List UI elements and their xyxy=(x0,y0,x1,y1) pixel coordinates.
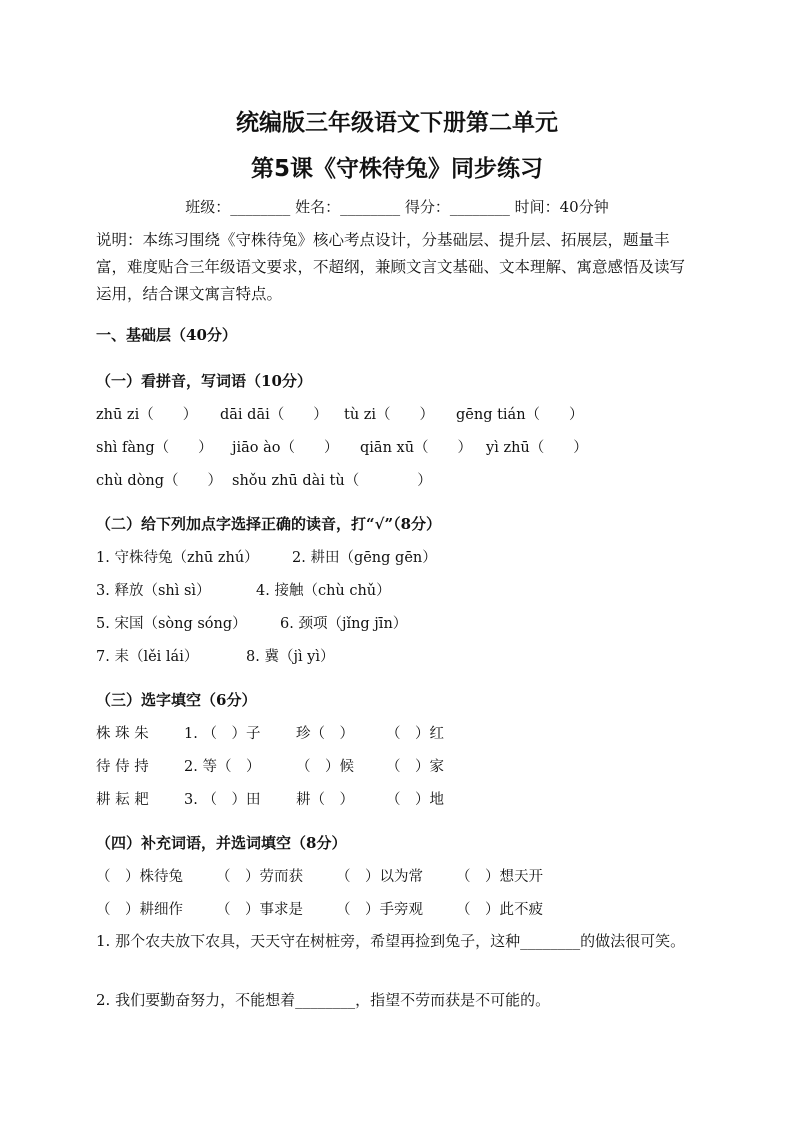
choice-characters: 株 珠 朱 xyxy=(96,726,149,742)
idiom-item: （ ）耕细作 xyxy=(96,902,183,918)
section-heading-basic: 一、基础层（40分） xyxy=(96,326,237,344)
part2-heading: （二）给下列加点字选择正确的读音，打“√”（8分） xyxy=(96,515,442,533)
idiom-item: （ ）手旁观 xyxy=(336,902,423,918)
info-line: 班级：________ 姓名：________ 得分：________ 时间：40分钟 xyxy=(185,198,609,216)
choice-characters: 耕 耘 耙 xyxy=(96,792,149,808)
idiom-item: （ ）想天开 xyxy=(456,869,543,885)
choice-blank: 3. （ ）田 xyxy=(184,792,261,808)
choice-blank: （ ）地 xyxy=(386,792,444,808)
pinyin-item: zhū zi（ ） xyxy=(96,407,198,423)
reading-item: 1. 守株待兔（zhū zhú） xyxy=(96,550,259,566)
choice-blank: 2. 等（ ） xyxy=(184,759,261,775)
idiom-item: （ ）以为常 xyxy=(336,869,423,885)
reading-item: 6. 颈项（jǐng jīn） xyxy=(280,616,408,632)
reading-item: 7. 耒（lěi lái） xyxy=(96,649,199,665)
choice-blank: 耕（ ） xyxy=(296,792,354,808)
choice-blank: 珍（ ） xyxy=(296,726,354,742)
reading-item: 2. 耕田（gēng gēn） xyxy=(292,550,437,566)
pinyin-item: chù dòng（ ） xyxy=(96,473,223,489)
choice-blank: （ ）家 xyxy=(386,759,444,775)
pinyin-item: shì fàng（ ） xyxy=(96,440,213,456)
intro-paragraph: 说明：本练习围绕《守株待兔》核心考点设计，分基础层、提升层、拓展层，题量丰富，难度贴合三年级语文要求，不超纲，兼顾文言文基础、文本理解、寓意感悟及读写运用，结合课文寓言特点。 xyxy=(96,231,686,303)
fill-question-1: 1. 那个农夫放下农具，天天守在树桩旁，希望再捡到兔子，这种________的做法很可笑。 xyxy=(96,932,686,950)
pinyin-item: shǒu zhū dài tù（ ） xyxy=(232,473,432,489)
choice-blank: （ ）候 xyxy=(296,759,354,775)
choice-blank: 1. （ ）子 xyxy=(184,726,261,742)
idiom-item: （ ）事求是 xyxy=(216,902,303,918)
pinyin-item: qiān xū（ ） xyxy=(360,440,473,456)
choice-characters: 待 侍 持 xyxy=(96,759,149,775)
part3-heading: （三）选字填空（6分） xyxy=(96,691,257,709)
reading-item: 8. 冀（jì yì） xyxy=(246,649,335,665)
idiom-item: （ ）劳而获 xyxy=(216,869,303,885)
fill-question-2: 2. 我们要勤奋努力，不能想着________，指望不劳而获是不可能的。 xyxy=(96,991,551,1009)
reading-item: 3. 释放（shì sì） xyxy=(96,583,211,599)
choice-blank: （ ）红 xyxy=(386,726,444,742)
page-subtitle: 第5课《守株待兔》同步练习 xyxy=(250,156,543,182)
part1-heading: （一）看拼音，写词语（10分） xyxy=(96,372,312,390)
pinyin-item: jiāo ào（ ） xyxy=(232,440,339,456)
pinyin-item: dāi dāi（ ） xyxy=(220,407,328,423)
reading-item: 4. 接触（chù chǔ） xyxy=(256,583,391,599)
page-title: 统编版三年级语文下册第二单元 xyxy=(236,110,558,136)
part4-heading: （四）补充词语，并选词填空（8分） xyxy=(96,834,347,852)
pinyin-item: tù zi（ ） xyxy=(344,407,435,423)
pinyin-item: gēng tián（ ） xyxy=(456,407,584,423)
idiom-item: （ ）此不疲 xyxy=(456,902,543,918)
idiom-item: （ ）株待兔 xyxy=(96,869,183,885)
pinyin-item: yì zhū（ ） xyxy=(486,440,588,456)
reading-item: 5. 宋国（sòng sóng） xyxy=(96,616,247,632)
